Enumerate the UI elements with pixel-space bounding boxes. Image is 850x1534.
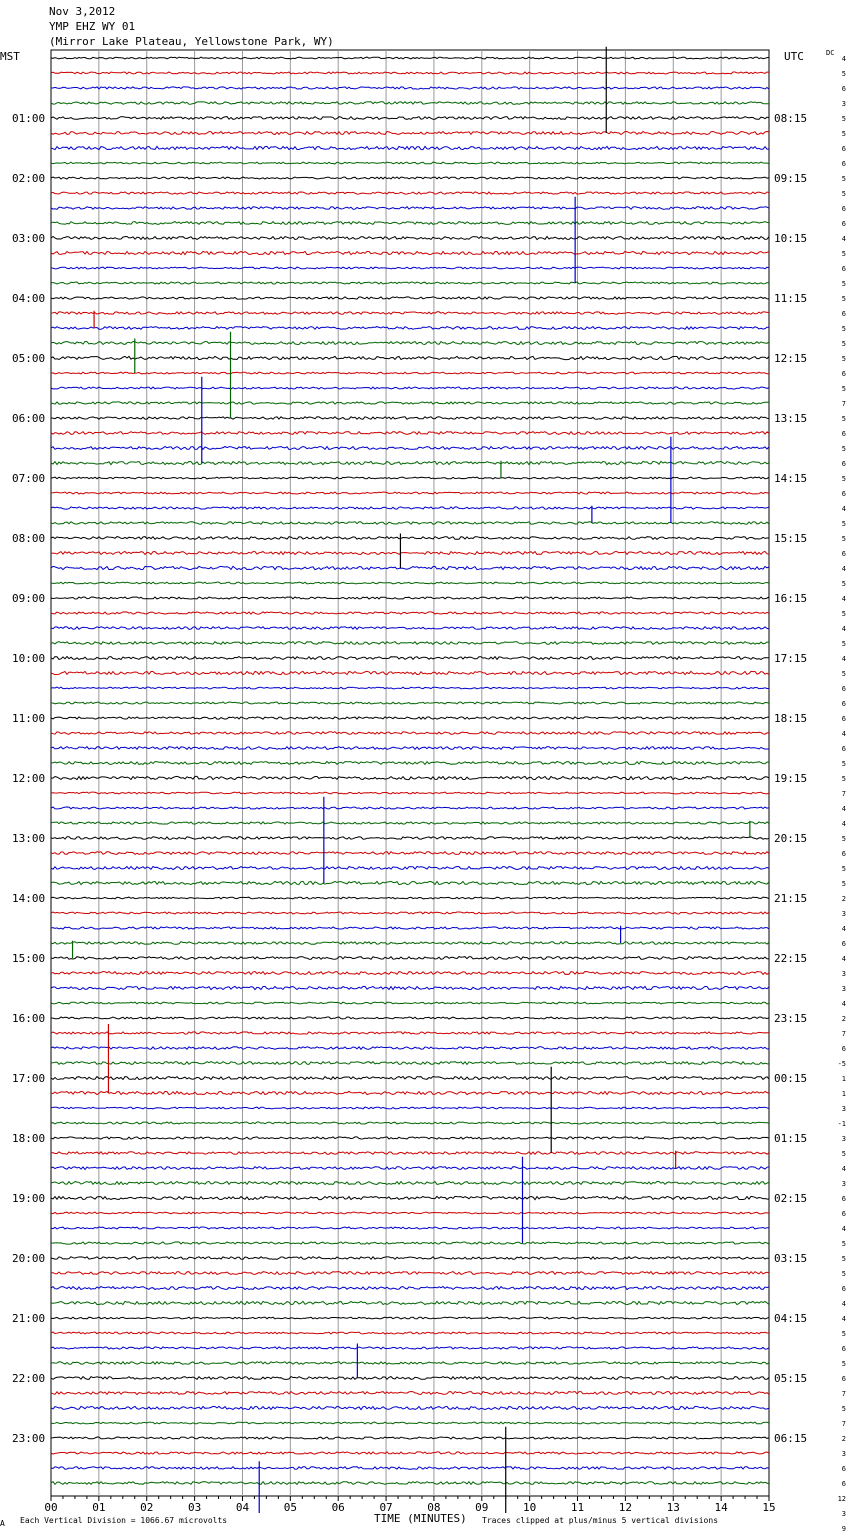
utc-hour-label: 01:15: [774, 1132, 808, 1145]
dc-offset-value: 4: [841, 805, 846, 813]
trace-line: [51, 566, 769, 569]
dc-offset-value: 5: [841, 355, 846, 363]
mst-hour-label: 19:00: [12, 1192, 46, 1205]
trace-line: [51, 1122, 769, 1124]
dc-offset-value: 3: [841, 1105, 846, 1113]
trace-line: [51, 747, 769, 750]
trace-line: [51, 1107, 769, 1109]
utc-hour-label: 05:15: [774, 1372, 808, 1385]
dc-offset-value: 5: [841, 295, 846, 303]
dc-offset-value: 6: [841, 700, 846, 708]
dc-offset-value: 5: [841, 520, 846, 528]
mst-hour-label: 02:00: [12, 172, 46, 185]
dc-offset-value: 5: [841, 610, 846, 618]
trace-line: [51, 1301, 769, 1304]
x-tick-label: 03: [187, 1501, 202, 1514]
mst-hour-label: 22:00: [12, 1372, 46, 1385]
dc-offset-value: 5: [841, 640, 846, 648]
mst-hour-label: 06:00: [12, 412, 46, 425]
dc-offset-value: 5: [841, 475, 846, 483]
dc-offset-value: 5: [841, 115, 846, 123]
dc-offset-value: 6: [841, 1480, 846, 1488]
trace-line: [51, 986, 769, 989]
trace-line: [51, 1032, 769, 1034]
dc-offset-value: 7: [841, 1390, 846, 1398]
trace-line: [51, 776, 769, 779]
dc-offset-value: 4: [841, 1000, 846, 1008]
trace-line: [51, 461, 769, 464]
trace-line: [51, 1482, 769, 1485]
dc-offset-value: 2: [841, 1435, 846, 1443]
dc-offset-value: 7: [841, 400, 846, 408]
dc-offset-value: 4: [841, 565, 846, 573]
mst-hour-label: 03:00: [12, 232, 46, 245]
dc-offset-value: 5: [841, 580, 846, 588]
dc-offset-value: 1: [841, 1075, 846, 1083]
trace-line: [51, 1182, 769, 1185]
trace-line: [51, 1406, 769, 1409]
mst-hour-label: 10:00: [12, 652, 46, 665]
dc-offset-value: 2: [841, 1015, 846, 1023]
dc-offset-value: 6: [841, 715, 846, 723]
utc-hour-label: 20:15: [774, 832, 808, 845]
corner-mark: A: [0, 1519, 5, 1528]
utc-hour-label: 19:15: [774, 772, 808, 785]
mst-hour-label: 05:00: [12, 352, 46, 365]
dc-offset-value: 1: [841, 1090, 846, 1098]
plot-frame: [51, 50, 769, 1496]
dc-offset-value: 7: [841, 1030, 846, 1038]
dc-offset-value: 5: [841, 445, 846, 453]
trace-line: [51, 146, 769, 149]
dc-offset-value: 6: [841, 265, 846, 273]
trace-line: [51, 1137, 769, 1139]
trace-line: [51, 642, 769, 645]
dc-offset-value: 4: [841, 595, 846, 603]
trace-line: [51, 432, 769, 435]
dc-offset-value: 6: [841, 205, 846, 213]
trace-line: [51, 792, 769, 794]
dc-offset-value: 5: [841, 1240, 846, 1248]
trace-line: [51, 732, 769, 735]
dc-offset-value: 6: [841, 1210, 846, 1218]
trace-line: [51, 192, 769, 194]
trace-line: [51, 1002, 769, 1004]
dc-offset-value: 4: [841, 1315, 846, 1323]
trace-line: [51, 687, 769, 689]
trace-line: [51, 927, 769, 929]
utc-hour-label: 08:15: [774, 112, 808, 125]
mst-hour-label: 11:00: [12, 712, 46, 725]
dc-offset-value: 4: [841, 1165, 846, 1173]
x-axis-label: TIME (MINUTES): [374, 1512, 467, 1525]
trace-line: [51, 342, 769, 345]
trace-line: [51, 1272, 769, 1275]
trace-line: [51, 881, 769, 884]
utc-hour-label: 22:15: [774, 952, 808, 965]
trace-line: [51, 251, 769, 254]
utc-hour-label: 14:15: [774, 472, 808, 485]
utc-hour-label: 06:15: [774, 1432, 808, 1445]
dc-offset-value: 6: [841, 550, 846, 558]
dc-offset-value: 7: [841, 1420, 846, 1428]
trace-line: [51, 942, 769, 945]
dc-offset-value: 5: [841, 70, 846, 78]
mst-hour-label: 12:00: [12, 772, 46, 785]
mst-hour-label: 14:00: [12, 892, 46, 905]
vertical-division-note: Each Vertical Division = 1066.67 microvolts: [20, 1516, 228, 1525]
x-tick-label: 14: [714, 1501, 728, 1514]
trace-line: [51, 717, 769, 719]
trace-line: [51, 627, 769, 630]
trace-line: [51, 177, 769, 179]
trace-line: [51, 372, 769, 374]
dc-offset-value: 5: [841, 250, 846, 258]
mst-hour-label: 01:00: [12, 112, 46, 125]
mst-hour-label: 16:00: [12, 1012, 46, 1025]
utc-hour-label: 15:15: [774, 532, 808, 545]
dc-offset-value: 6: [841, 685, 846, 693]
dc-offset-value: 6: [841, 160, 846, 168]
dc-offset-value: 5: [841, 880, 846, 888]
trace-line: [51, 852, 769, 855]
dc-offset-value: 6: [841, 850, 846, 858]
trace-line: [51, 237, 769, 240]
trace-line: [51, 1317, 769, 1319]
trace-line: [51, 1362, 769, 1365]
x-tick-label: 07: [379, 1501, 393, 1514]
x-tick-label: 05: [283, 1501, 297, 1514]
trace-line: [51, 522, 769, 525]
dc-offset-value: 5: [841, 1150, 846, 1158]
x-tick-label: 01: [92, 1501, 106, 1514]
mst-hour-label: 17:00: [12, 1072, 46, 1085]
trace-line: [51, 582, 769, 584]
trace-line: [51, 387, 769, 389]
x-tick-label: 10: [523, 1501, 537, 1514]
trace-line: [51, 1377, 769, 1380]
x-tick-label: 12: [618, 1501, 633, 1514]
trace-line: [51, 1017, 769, 1019]
mst-hour-label: 18:00: [12, 1132, 46, 1145]
trace-line: [51, 612, 769, 614]
dc-offset-value: 3: [841, 970, 846, 978]
trace-line: [51, 1152, 769, 1155]
trace-line: [51, 117, 769, 120]
dc-offset-value: 9: [841, 1525, 846, 1533]
dc-offset-value: 3: [841, 910, 846, 918]
trace-line: [51, 87, 769, 89]
dc-offset-value: 5: [841, 670, 846, 678]
dc-offset-value: 6: [841, 1195, 846, 1203]
dc-offset-value: 6: [841, 745, 846, 753]
trace-line: [51, 327, 769, 330]
station-location: (Mirror Lake Plateau, Yellowstone Park, WY): [49, 35, 334, 48]
dc-offset-value: 5: [841, 130, 846, 138]
trace-line: [51, 597, 769, 599]
dc-offset-value: 5: [841, 1270, 846, 1278]
dc-offset-value: 5: [841, 1360, 846, 1368]
trace-line: [51, 1467, 769, 1470]
trace-line: [51, 402, 769, 404]
dc-offset-value: 3: [841, 1450, 846, 1458]
trace-line: [51, 837, 769, 840]
mst-hour-label: 04:00: [12, 292, 46, 305]
trace-line: [51, 657, 769, 660]
trace-line: [51, 57, 769, 59]
trace-line: [51, 102, 769, 105]
trace-line: [51, 897, 769, 899]
trace-line: [51, 822, 769, 824]
trace-line: [51, 1062, 769, 1065]
trace-line: [51, 356, 769, 359]
dc-offset-value: 6: [841, 310, 846, 318]
dc-offset-value: 5: [841, 835, 846, 843]
trace-line: [51, 1167, 769, 1170]
dc-offset-value: 3: [841, 100, 846, 108]
left-timezone-label: MST: [0, 50, 20, 63]
trace-line: [51, 162, 769, 164]
dc-offset-value: 6: [841, 1285, 846, 1293]
trace-line: [51, 1196, 769, 1199]
dc-offset-value: 6: [841, 145, 846, 153]
utc-hour-label: 10:15: [774, 232, 808, 245]
utc-hour-label: 13:15: [774, 412, 808, 425]
x-tick-label: 02: [140, 1501, 154, 1514]
utc-hour-label: 23:15: [774, 1012, 808, 1025]
mst-hour-label: 23:00: [12, 1432, 46, 1445]
dc-offset-value: 4: [841, 655, 846, 663]
trace-line: [51, 1332, 769, 1334]
dc-offset-value: 5: [841, 1330, 846, 1338]
trace-line: [51, 552, 769, 555]
utc-hour-label: 09:15: [774, 172, 808, 185]
utc-hour-label: 12:15: [774, 352, 808, 365]
clipping-note: Traces clipped at plus/minus 5 vertical divisions: [482, 1516, 719, 1525]
dc-offset-header: DC: [826, 49, 835, 57]
dc-offset-value: 7: [841, 790, 846, 798]
trace-line: [51, 132, 769, 135]
trace-line: [51, 537, 769, 540]
dc-offset-value: 6: [841, 460, 846, 468]
trace-line: [51, 207, 769, 210]
x-tick-label: 09: [475, 1501, 489, 1514]
dc-offset-value: 5: [841, 385, 846, 393]
x-tick-label: 08: [427, 1501, 441, 1514]
dc-offset-value: 6: [841, 220, 846, 228]
utc-hour-label: 21:15: [774, 892, 808, 905]
x-tick-label: 00: [44, 1501, 58, 1514]
utc-hour-label: 00:15: [774, 1072, 808, 1085]
plot-date: Nov 3,2012: [49, 5, 116, 18]
trace-line: [51, 671, 769, 674]
trace-line: [51, 267, 769, 269]
utc-hour-label: 03:15: [774, 1252, 808, 1265]
mst-hour-label: 15:00: [12, 952, 46, 965]
x-tick-label: 15: [762, 1501, 776, 1514]
trace-line: [51, 222, 769, 225]
dc-offset-value: 5: [841, 760, 846, 768]
dc-offset-value: 6: [841, 1345, 846, 1353]
station-code: YMP EHZ WY 01: [49, 20, 136, 33]
dc-offset-value: 4: [841, 820, 846, 828]
dc-offset-value: 5: [841, 535, 846, 543]
trace-line: [51, 1212, 769, 1214]
trace-line: [51, 282, 769, 284]
dc-offset-value: 3: [841, 985, 846, 993]
trace-line: [51, 1422, 769, 1424]
trace-line: [51, 867, 769, 870]
mst-hour-label: 09:00: [12, 592, 46, 605]
dc-offset-value: 2: [841, 895, 846, 903]
dc-offset-value: 3: [841, 1180, 846, 1188]
right-timezone-label: UTC: [784, 50, 804, 63]
dc-offset-value: 4: [841, 625, 846, 633]
trace-line: [51, 1437, 769, 1439]
dc-offset-value: 4: [841, 235, 846, 243]
dc-offset-value: 5: [841, 340, 846, 348]
trace-line: [51, 1077, 769, 1080]
dc-offset-value: 5: [841, 865, 846, 873]
dc-offset-value: 5: [841, 415, 846, 423]
trace-line: [51, 447, 769, 450]
x-tick-label: 04: [235, 1501, 250, 1514]
dc-offset-value: 6: [841, 940, 846, 948]
dc-offset-value: 12: [837, 1495, 846, 1503]
dc-offset-value: 5: [841, 775, 846, 783]
trace-line: [51, 1227, 769, 1229]
dc-offset-value: 6: [841, 430, 846, 438]
trace-line: [51, 312, 769, 314]
utc-hour-label: 11:15: [774, 292, 808, 305]
trace-line: [51, 1091, 769, 1094]
dc-offset-value: 4: [841, 1225, 846, 1233]
x-tick-label: 13: [666, 1501, 680, 1514]
trace-line: [51, 507, 769, 509]
trace-line: [51, 1452, 769, 1454]
dc-offset-value: 4: [841, 955, 846, 963]
x-tick-label: 06: [331, 1501, 345, 1514]
dc-offset-value: 3: [841, 1510, 846, 1518]
dc-offset-value: 5: [841, 175, 846, 183]
trace-line: [51, 417, 769, 420]
dc-offset-value: 6: [841, 1375, 846, 1383]
trace-line: [51, 297, 769, 299]
dc-offset-value: 5: [841, 325, 846, 333]
trace-line: [51, 1347, 769, 1349]
trace-line: [51, 1242, 769, 1244]
dc-offset-value: -5: [837, 1060, 846, 1068]
mst-hour-label: 13:00: [12, 832, 46, 845]
trace-line: [51, 912, 769, 914]
utc-hour-label: 02:15: [774, 1192, 808, 1205]
dc-offset-value: 5: [841, 1255, 846, 1263]
trace-line: [51, 477, 769, 479]
trace-line: [51, 1257, 769, 1260]
trace-line: [51, 72, 769, 74]
x-tick-label: 11: [570, 1501, 585, 1514]
trace-line: [51, 492, 769, 494]
dc-offset-value: 6: [841, 490, 846, 498]
trace-line: [51, 1392, 769, 1395]
mst-hour-label: 08:00: [12, 532, 46, 545]
mst-hour-label: 21:00: [12, 1312, 46, 1325]
dc-offset-value: 6: [841, 370, 846, 378]
dc-offset-value: 5: [841, 1405, 846, 1413]
utc-hour-label: 18:15: [774, 712, 808, 725]
dc-offset-value: 4: [841, 55, 846, 63]
trace-line: [51, 702, 769, 704]
mst-hour-label: 20:00: [12, 1252, 46, 1265]
utc-hour-label: 04:15: [774, 1312, 808, 1325]
mst-hour-label: 07:00: [12, 472, 46, 485]
trace-line: [51, 957, 769, 960]
utc-hour-label: 17:15: [774, 652, 808, 665]
trace-line: [51, 1047, 769, 1050]
dc-offset-value: 4: [841, 505, 846, 513]
trace-line: [51, 807, 769, 809]
utc-hour-label: 16:15: [774, 592, 808, 605]
dc-offset-value: 4: [841, 1300, 846, 1308]
trace-line: [51, 1287, 769, 1290]
dc-offset-value: 5: [841, 280, 846, 288]
trace-line: [51, 762, 769, 765]
dc-offset-value: 6: [841, 85, 846, 93]
dc-offset-value: 5: [841, 190, 846, 198]
dc-offset-value: 6: [841, 1045, 846, 1053]
dc-offset-value: -1: [837, 1120, 846, 1128]
dc-offset-value: 6: [841, 1465, 846, 1473]
dc-offset-value: 3: [841, 1135, 846, 1143]
dc-offset-value: 4: [841, 730, 846, 738]
trace-line: [51, 972, 769, 975]
dc-offset-value: 4: [841, 925, 846, 933]
